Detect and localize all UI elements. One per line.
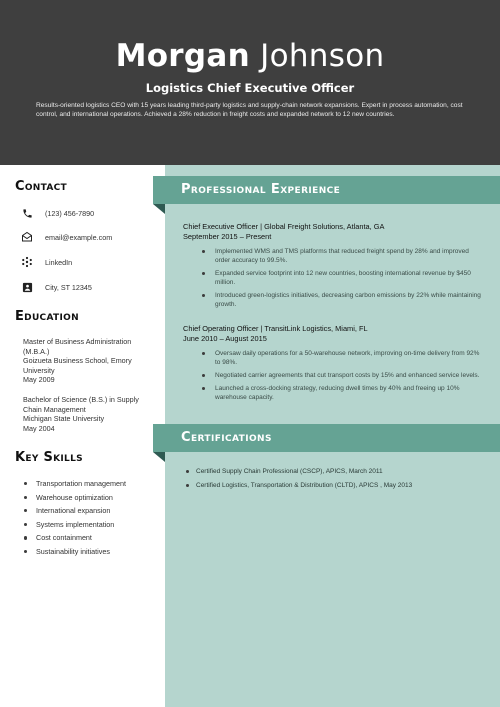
education-entry-1	[23, 337, 158, 385]
graduation-date: May 2009	[23, 375, 55, 385]
experience-banner-fold	[153, 204, 165, 214]
contact-heading: Contact	[15, 179, 67, 194]
graduation-date: May 2004	[23, 423, 55, 433]
job-header: Chief Executive Officer | Global Freight Solutions, Atlanta, GA	[183, 222, 385, 231]
job-entry-2	[183, 324, 483, 406]
contact-email-text[interactable]: email@example.com	[45, 232, 113, 242]
education-heading: Education	[15, 309, 79, 324]
skill-item: Sustainability initiatives	[23, 547, 126, 556]
contact-email[interactable]	[21, 230, 112, 244]
skill-item: Systems implementation	[23, 520, 126, 529]
certification-item: Certified Logistics, Transportation & Distribution (CLTD), APICS , May 2013	[183, 481, 483, 490]
summary: Results-oriented logistics CEO with 15 years leading third-party logistics and supply-chain network expansions. Expert in process automation, cost control, and international operations. Achieved a 28% reduction in freight costs and expanded network to 12 new countries.	[36, 102, 463, 119]
skill-item: Transportation management	[23, 479, 126, 488]
skill-item: Warehouse optimization	[23, 493, 126, 502]
job-title: Logistics Chief Executive Officer	[145, 81, 355, 95]
experience-heading: Professional Experience	[153, 176, 500, 204]
education-entry-2	[23, 395, 158, 433]
phone-icon	[21, 207, 33, 219]
job-position: Chief Executive Officer	[183, 222, 259, 231]
certifications-banner-fold	[153, 452, 165, 462]
linkedin-icon	[21, 256, 33, 268]
job-header: Chief Operating Officer | TransitLink Logistics, Miami, FL	[183, 324, 368, 333]
last-name: Johnson	[260, 38, 385, 74]
location-icon	[21, 281, 33, 293]
candidate-name	[0, 36, 500, 76]
email-icon	[21, 231, 33, 243]
job-dates: September 2015 – Present	[183, 232, 272, 241]
contact-linkedin-text[interactable]: LinkedIn	[45, 257, 73, 267]
contact-phone-text: (123) 456-7890	[45, 208, 95, 218]
skill-item: International expansion	[23, 506, 126, 515]
degree: Bachelor of Science (B.S.) in Supply Chain Management	[23, 395, 139, 414]
contact-location-text: City, ST 12345	[45, 282, 92, 292]
certification-item: Certified Supply Chain Professional (CSCP), APICS, March 2011	[183, 467, 483, 476]
degree: Master of Business Administration (M.B.A.)	[23, 337, 132, 356]
job-bullet: Oversaw daily operations for a 50-warehouse network, improving on-time delivery from 92% to 98%.	[183, 349, 483, 367]
job-bullet: Launched a cross-docking strategy, reducing dwell times by 40% and freeing up 10% warehouse capacity.	[183, 384, 483, 402]
school: Michigan State University	[23, 414, 105, 424]
job-bullets	[183, 349, 483, 402]
header	[0, 0, 500, 165]
job-bullet: Introduced green-logistics initiatives, decreasing carbon emissions by 22% while maintaining growth.	[183, 291, 483, 309]
job-entry-1	[183, 222, 483, 313]
contact-linkedin[interactable]	[21, 255, 72, 269]
skills-list	[23, 479, 126, 561]
skills-heading: Key Skills	[15, 450, 83, 465]
contact-phone	[21, 206, 94, 220]
job-position: Chief Operating Officer	[183, 324, 259, 333]
contact-location	[21, 280, 92, 294]
school: Goizueta Business School, Emory University	[23, 356, 132, 375]
certifications-heading: Certifications	[153, 424, 500, 452]
job-dates: June 2010 – August 2015	[183, 334, 267, 343]
job-company: TransitLink Logistics, Miami, FL	[264, 324, 368, 333]
job-bullet: Expanded service footprint into 12 new countries, boosting international revenue by $450 million.	[183, 269, 483, 287]
first-name: Morgan	[115, 38, 250, 74]
certifications-list	[183, 467, 483, 495]
job-bullets	[183, 247, 483, 309]
job-bullet: Negotiated carrier agreements that cut transport costs by 15% and enhanced service levels.	[183, 371, 483, 380]
job-bullet: Implemented WMS and TMS platforms that reduced freight spend by 28% and improved order accuracy to 99.5%.	[183, 247, 483, 265]
job-company: Global Freight Solutions, Atlanta, GA	[264, 222, 385, 231]
skill-item: Cost containment	[23, 533, 126, 542]
